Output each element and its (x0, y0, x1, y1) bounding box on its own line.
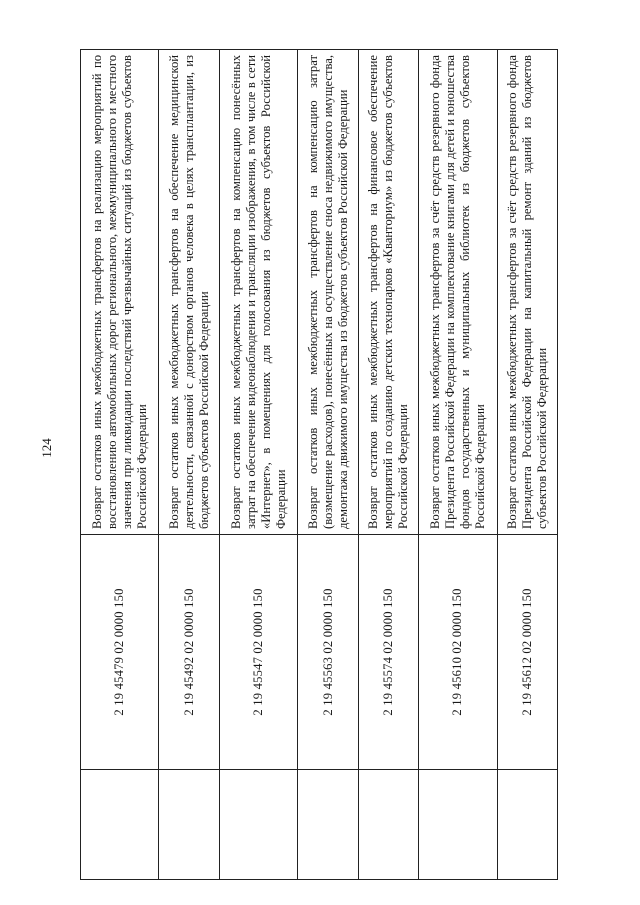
budget-code-cell: 2 19 45563 02 0000 150 (298, 535, 358, 770)
table-row (81, 50, 159, 880)
description-cell: Возврат остатков иных межбюджетных трансфертов на обеспечение медицинской деятельности, связанной с донорством органов человека в целях трансплантации, из бюджетов субъектов Российской Федерации (159, 50, 219, 535)
table-row (358, 50, 418, 880)
description-cell: Возврат остатков иных межбюджетных трансфертов на компенсацию затрат (возмещение расходов), понесённых на осуществление сноса недвижимого имущества, демонтажа движимого имущества из бюджетов субъектов Российской Федерации (298, 50, 358, 535)
empty-cell (298, 770, 358, 880)
description-cell: Возврат остатков иных межбюджетных трансфертов на компенсацию понесённых затрат на обеспечение видеонаблюдения и трансляции изображения, в том числе в сети «Интернет», в помещениях для голосования из бюджетов субъектов Российской Федерации (219, 50, 297, 535)
budget-codes-table (80, 49, 558, 880)
table-row (219, 50, 297, 880)
description-cell: Возврат остатков иных межбюджетных трансфертов за счёт средств резервного фонда Президента Российской Федерации на капитальный ремонт зданий из бюджетов субъектов Российской Федерации (497, 50, 557, 535)
table-row (159, 50, 219, 880)
empty-cell (419, 770, 497, 880)
table-row (497, 50, 557, 880)
page-number: 124 (39, 438, 54, 458)
table-row (419, 50, 497, 880)
description-cell: Возврат остатков иных межбюджетных трансфертов за счёт средств резервного фонда Президента Российской Федерации на комплектование книгами для детей и юношества фондов государственных и муниципальных библиотек из бюджетов субъектов Российской Федерации (419, 50, 497, 535)
budget-code-cell: 2 19 45610 02 0000 150 (419, 535, 497, 770)
empty-cell (159, 770, 219, 880)
empty-cell (358, 770, 418, 880)
budget-code-cell: 2 19 45547 02 0000 150 (219, 535, 297, 770)
budget-code-cell: 2 19 45492 02 0000 150 (159, 535, 219, 770)
empty-cell (81, 770, 159, 880)
empty-cell (497, 770, 557, 880)
empty-cell (219, 770, 297, 880)
table-row (298, 50, 358, 880)
budget-code-cell: 2 19 45612 02 0000 150 (497, 535, 557, 770)
rotated-table-container (80, 50, 558, 880)
budget-code-cell: 2 19 45479 02 0000 150 (81, 535, 159, 770)
budget-code-cell: 2 19 45574 02 0000 150 (358, 535, 418, 770)
description-cell: Возврат остатков иных межбюджетных трансфертов на реализацию мероприятий по восстановлению автомобильных дорог регионального, межмуниципального и местного значения при ликвидации последствий чрезвычайных ситуаций из бюджетов субъектов Российской Федерации (81, 50, 159, 535)
description-cell: Возврат остатков иных межбюджетных трансфертов на финансовое обеспечение мероприятий по созданию детских технопарков «Кванториум» из бюджетов субъектов Российской Федерации (358, 50, 418, 535)
